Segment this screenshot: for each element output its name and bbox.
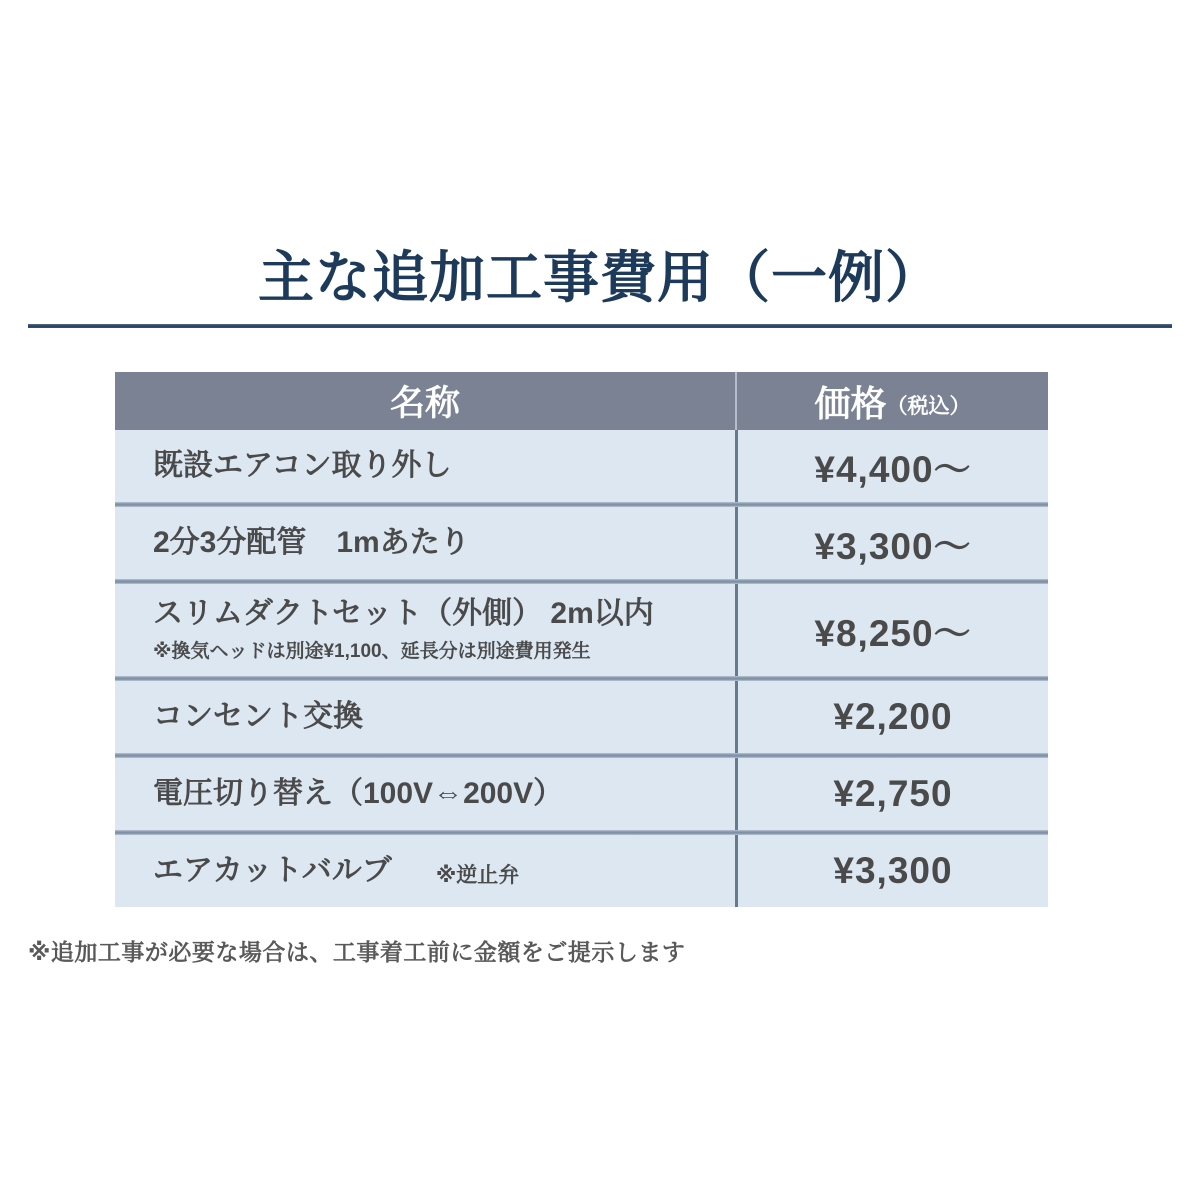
item-name: コンセント交換 [153, 699, 363, 733]
item-name: スリムダクトセット（外側） 2m以内 [153, 597, 654, 631]
column-header-price [735, 372, 1048, 430]
item-inline-note: ※逆止弁 [435, 864, 520, 887]
column-header-name: 名称 [389, 384, 460, 423]
price-table [115, 372, 1048, 907]
column-header-price-suffix: （税込） [886, 395, 971, 418]
item-price: ¥3,300～ [735, 507, 1048, 579]
item-price: ¥2,750 [735, 758, 1048, 830]
table-row [115, 584, 1048, 676]
column-header-price-label: 価格 [814, 382, 887, 424]
item-price: ¥3,300 [735, 835, 1048, 907]
item-name: 既設エアコン取り外し [153, 448, 452, 482]
table-row [115, 430, 1048, 502]
item-name: エアカットバルブ [153, 853, 392, 887]
item-price: ¥2,200 [735, 681, 1048, 753]
item-note: ※換気ヘッドは別途¥1,100、延長分は別途費用発生 [153, 640, 591, 662]
table-row [115, 758, 1048, 830]
item-price: ¥8,250～ [735, 584, 1048, 676]
item-name: 2分3分配管 1mあたり [153, 525, 470, 559]
table-row [115, 835, 1048, 907]
table-row [115, 507, 1048, 579]
title-underline [28, 324, 1172, 328]
footnote: ※追加工事が必要な場合は、工事着工前に金額をご提示します [28, 939, 686, 965]
table-header-row [115, 372, 1048, 430]
page-title: 主な追加工事費用（一例） [258, 246, 942, 309]
item-price: ¥4,400～ [735, 430, 1048, 502]
item-name: 電圧切り替え（100V⇔200V） [153, 776, 564, 810]
table-row [115, 681, 1048, 753]
